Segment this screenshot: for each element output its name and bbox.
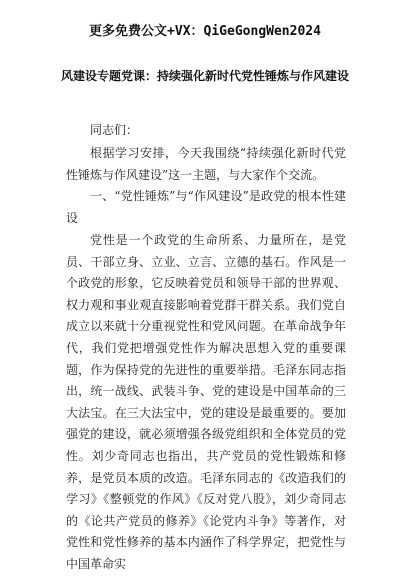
paragraph-text: 根据学习安排，今天我围绕“持续强化新时代党性锤炼与作风建设”这一主题，与大家作个交流。 [66,146,346,182]
section-heading-text: 一、“党性锤炼”与“作风建设”是政党的根本性建设 [66,189,346,225]
document-title: 风建设专题党课：持续强化新时代党性锤炼与作风建设 [60,69,349,83]
watermark-header: 更多免费公文+VX：QiGeGongWen2024 [89,24,321,39]
section-heading-1 [66,186,346,229]
paragraph-text: 党性是一个政党的生命所系、力量所在，是党员、干部立身、立业、立言、立德的基石。作风是一个政党的形象，它反映着党员和领导干部的世界观、权力观和事业观直接影响着党群干群关系。我们党自成立以来就十分重视党性和党风问题。在革命战争年代，我们党把增强党性作为解决思想入党的重要课题，作为保持党的先进性的重要举措。毛泽东同志指出，统一战线、武装斗争、党的建设是中国革命的三大法宝。在三大法宝中，党的建设是最重要的。要加强党的建设，就必须增强各级党组织和全体党员的党性。刘少奇同志也指出，共产党员的党性锻炼和修养，是党员本质的改造。毛泽东同志的《改造我们的学习》《整顿党的作风》《反对党八股》，刘少奇同志的《论共产党员的修养》《论党内斗争》等著作，对党性和党性修养的基本内涵作了科学界定，把党性与中国革命实 [66,233,346,571]
paragraph-body [66,230,346,576]
paragraph-intro [66,143,346,186]
salutation: 同志们： [90,123,139,137]
